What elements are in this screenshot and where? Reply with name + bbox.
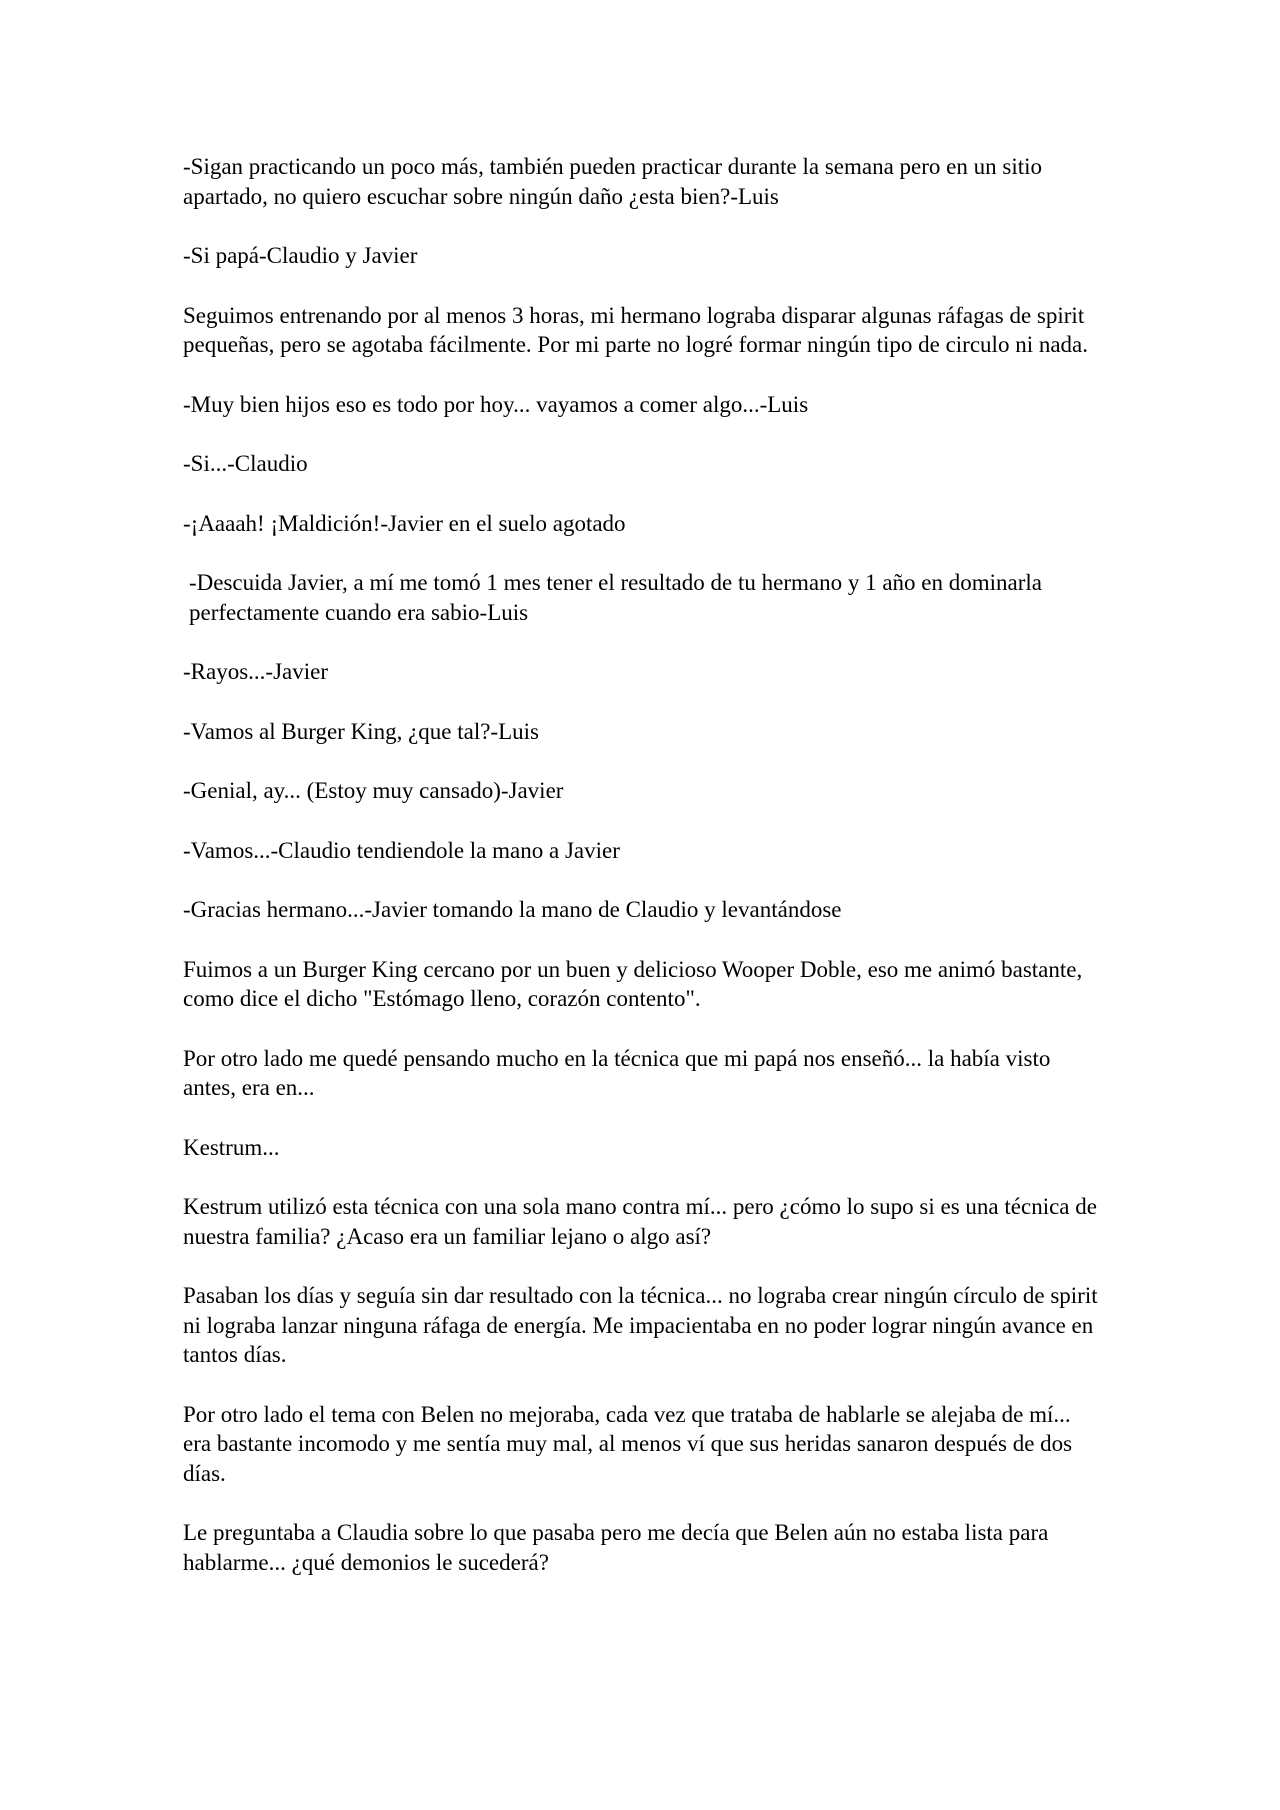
paragraph: Fuimos a un Burger King cercano por un buen y delicioso Wooper Doble, eso me animó bastante, como dice el dicho "Estómago lleno, corazón contento". [183, 956, 1083, 1011]
document-body [183, 152, 1103, 1607]
paragraph: -Gracias hermano...-Javier tomando la mano de Claudio y levantándose [183, 897, 842, 922]
paragraph: Por otro lado me quedé pensando mucho en la técnica que mi papá nos enseñó... la había visto antes, era en... [183, 1045, 1051, 1100]
paragraph: Seguimos entrenando por al menos 3 horas, mi hermano lograba disparar algunas ráfagas de spirit pequeñas, pero se agotaba fácilmente. Por mi parte no logré formar ningún tipo de circulo ni nada. [183, 302, 1088, 357]
paragraph: -Rayos...-Javier [183, 659, 328, 684]
paragraph: Pasaban los días y seguía sin dar resultado con la técnica... no lograba crear ningún círculo de spirit ni lograba lanzar ninguna ráfaga de energía. Me impacientaba en no poder lograr ningún avance en tantos días. [183, 1283, 1098, 1367]
paragraph: -Muy bien hijos eso es todo por hoy... vayamos a comer algo...-Luis [183, 391, 809, 417]
paragraph: Le preguntaba a Claudia sobre lo que pasaba pero me decía que Belen aún no estaba lista para hablarme... ¿qué demonios le sucederá? [183, 1520, 1049, 1575]
paragraph: Kestrum utilizó esta técnica con una sola mano contra mí... pero ¿cómo lo supo si es una técnica de nuestra familia? ¿Acaso era un familiar lejano o algo así? [183, 1194, 1097, 1249]
paragraph: -¡Aaaah! ¡Maldición!-Javier en el suelo agotado [183, 510, 626, 536]
paragraph: Kestrum... [183, 1134, 280, 1160]
paragraph: -Descuida Javier, a mí me tomó 1 mes tener el resultado de tu hermano y 1 año en dominarla perfectamente cuando era sabio-Luis [189, 570, 1042, 625]
paragraph: -Genial, ay... (Estoy muy cansado)-Javier [183, 778, 564, 803]
paragraph: -Vamos al Burger King, ¿que tal?-Luis [183, 718, 539, 744]
paragraph: -Si papá-Claudio y Javier [183, 243, 418, 268]
paragraph: -Vamos...-Claudio tendiendole la mano a Javier [183, 837, 620, 863]
paragraph: -Si...-Claudio [183, 451, 308, 476]
paragraph: -Sigan practicando un poco más, también pueden practicar durante la semana pero en un sitio apartado, no quiero escuchar sobre ningún daño ¿esta bien?-Luis [183, 154, 1042, 209]
paragraph: Por otro lado el tema con Belen no mejoraba, cada vez que trataba de hablarle se alejaba de mí... era bastante incomodo y me sentía muy mal, al menos ví que sus heridas sanaron después de dos días. [183, 1401, 1073, 1486]
